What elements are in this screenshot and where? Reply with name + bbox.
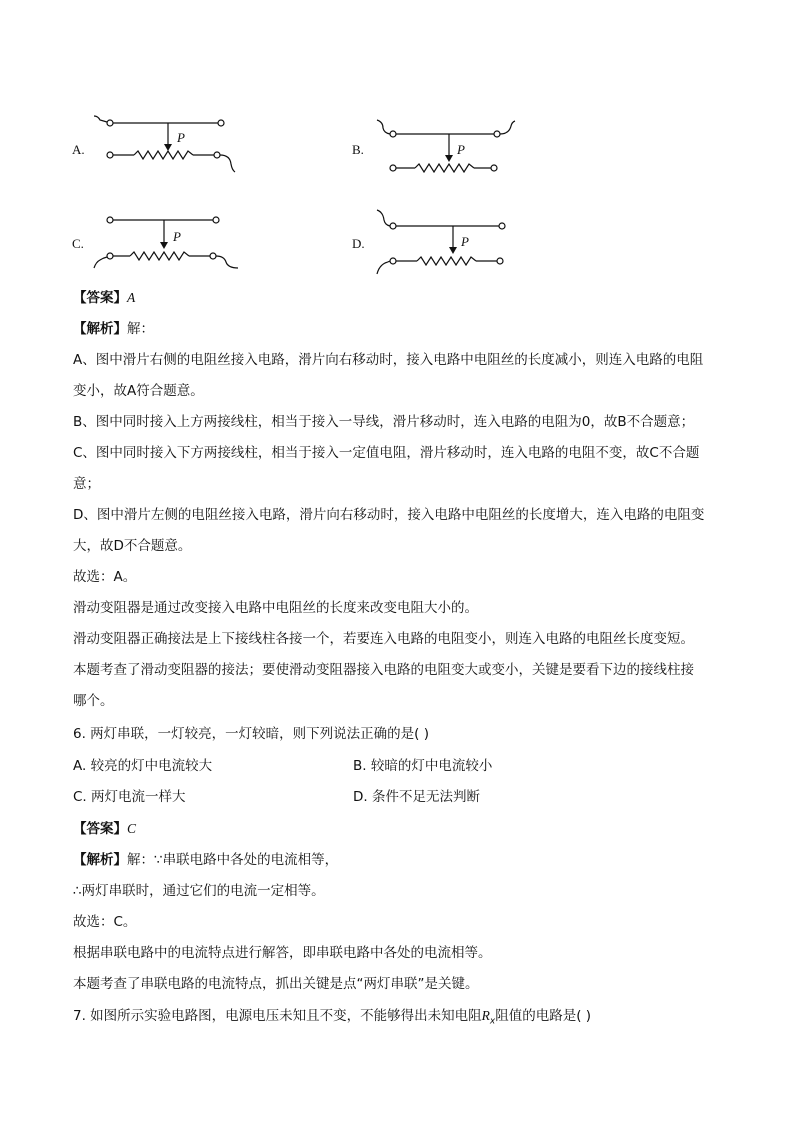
slider-label-p: P — [173, 229, 181, 244]
q6-option-b: B. 较暗的灯中电流较小 — [353, 758, 493, 774]
q5-analysis-row — [73, 319, 154, 339]
q6-option-c: C. 两灯电流一样大 — [73, 789, 186, 805]
rx-symbol: R — [481, 1008, 490, 1023]
analysis-line: D、图中滑片左侧的电阻丝接入电路，滑片向右移动时，接入电路中电阻丝的长度增大，连入电路的电阻变 — [73, 507, 705, 523]
answer-tag: 【答案】 — [73, 821, 127, 837]
analysis-line: 滑动变阻器是通过改变接入电路中电阻丝的长度来改变电阻大小的。 — [73, 600, 478, 616]
slider-label-p: P — [461, 234, 469, 249]
analysis-intro: 解：∵串联电路中各处的电流相等， — [127, 852, 339, 868]
analysis-line: 故选：C。 — [73, 914, 137, 930]
analysis-tag: 【解析】 — [73, 321, 127, 337]
answer-value: C — [127, 821, 137, 836]
q7-stem — [73, 1006, 591, 1032]
q7-stem-after: 阻值的电路是( ) — [495, 1008, 592, 1024]
q6-analysis-row — [73, 850, 338, 870]
analysis-line: B、图中同时接入上方两接线柱，相当于接入一导线，滑片移动时，连入电路的电阻为0，故B不合题意； — [73, 414, 695, 430]
q7-stem-before: 7. 如图所示实验电路图，电源电压未知且不变，不能够得出未知电阻 — [73, 1008, 482, 1024]
q6-option-d: D. 条件不足无法判断 — [353, 789, 480, 805]
rheostat-figure-b — [373, 116, 523, 180]
analysis-line: 本题考查了串联电路的电流特点，抓出关键是点“两灯串联”是关键。 — [73, 976, 479, 992]
slider-label-p: P — [177, 130, 185, 145]
option-c-label: C. — [72, 236, 84, 251]
analysis-line: 哪个。 — [73, 693, 114, 709]
analysis-line: 变小，故A符合题意。 — [73, 383, 204, 399]
answer-value: A — [127, 290, 136, 305]
analysis-tag: 【解析】 — [73, 852, 127, 868]
analysis-line: C、图中同时接入下方两接线柱，相当于接入一定值电阻，滑片移动时，连入电路的电阻不变，故C不合题 — [73, 445, 700, 461]
rheostat-figure-d — [373, 206, 523, 278]
analysis-line: 根据串联电路中的电流特点进行解答，即串联电路中各处的电流相等。 — [73, 945, 492, 961]
rheostat-figure-a — [90, 112, 250, 174]
q5-answer-row — [73, 288, 135, 308]
option-b-label: B. — [352, 142, 364, 157]
analysis-line: ∴两灯串联时，通过它们的电流一定相等。 — [73, 883, 325, 899]
analysis-line: A、图中滑片右侧的电阻丝接入电路，滑片向右移动时，接入电路中电阻丝的长度减小，则连入电路的电阻 — [73, 352, 704, 368]
q6-stem: 6. 两灯串联，一灯较亮，一灯较暗，则下列说法正确的是( ) — [73, 726, 429, 742]
option-a-label: A. — [72, 142, 85, 157]
analysis-line: 本题考查了滑动变阻器的接法；要使滑动变阻器接入电路的电阻变大或变小，关键是要看下边的接线柱接 — [73, 662, 694, 678]
slider-label-p: P — [457, 142, 465, 157]
rx-subscript: x — [489, 1016, 496, 1027]
rheostat-figure-c — [90, 210, 250, 272]
analysis-intro: 解： — [127, 321, 154, 337]
analysis-line: 故选：A。 — [73, 569, 137, 585]
option-d-label: D. — [352, 236, 365, 251]
analysis-line: 大，故D不合题意。 — [73, 538, 192, 554]
analysis-line: 意； — [73, 476, 100, 492]
analysis-line: 滑动变阻器正确接法是上下接线柱各接一个，若要连入电路的电阻变小，则连入电路的电阻丝长度变短。 — [73, 631, 694, 647]
answer-tag: 【答案】 — [73, 290, 127, 306]
q6-option-a: A. 较亮的灯中电流较大 — [73, 758, 213, 774]
q6-answer-row — [73, 819, 136, 839]
